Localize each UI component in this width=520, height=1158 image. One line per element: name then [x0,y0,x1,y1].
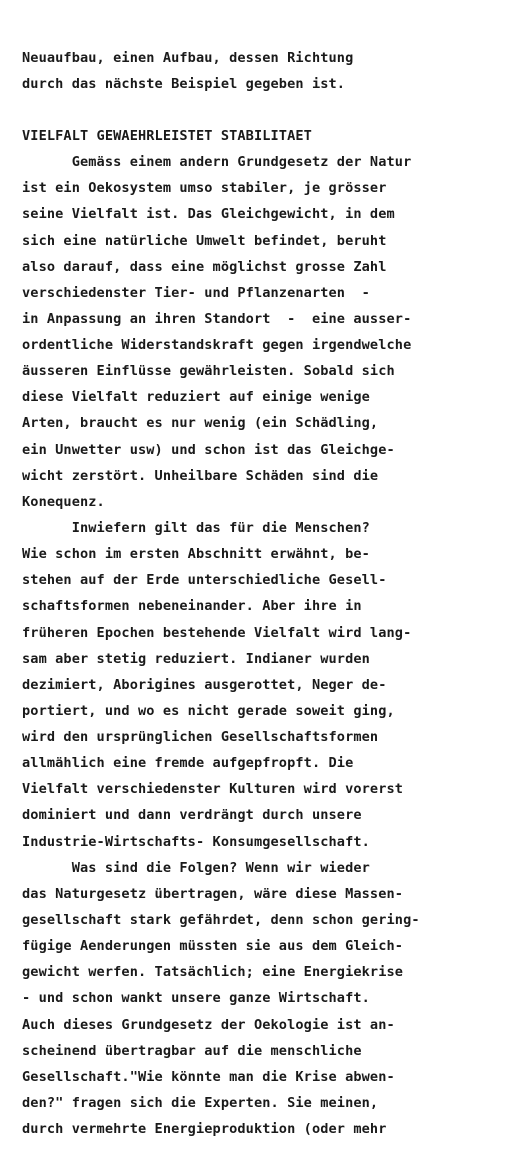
text-line: Gemäss einem andern Grundgesetz der Natur [22,154,412,170]
text-line: in Anpassung an ihren Standort - eine ausser- [22,311,412,327]
text-line: Konequenz. [22,494,105,510]
text-line: dezimiert, Aborigines ausgerottet, Neger de- [22,677,387,693]
text-line: stehen auf der Erde unterschiedliche Gesell- [22,572,387,588]
text-line: ist ein Oekosystem umso stabiler, je grösser [22,180,387,196]
text-line: also darauf, dass eine möglichst grosse Zahl [22,259,387,275]
text-line: ein Unwetter usw) und schon ist das Gleichge- [22,442,395,458]
text-line: Gesellschaft."Wie könnte man die Krise abwen- [22,1069,395,1085]
text-line: seine Vielfalt ist. Das Gleichgewicht, in dem [22,206,395,222]
text-line: Was sind die Folgen? Wenn wir wieder [22,860,370,876]
text-line: dominiert und dann verdrängt durch unsere [22,807,362,823]
text-line: schaftsformen nebeneinander. Aber ihre in [22,598,362,614]
text-line: fügige Aenderungen müssten sie aus dem Gleich- [22,938,404,954]
text-line: wicht zerstört. Unheilbare Schäden sind die [22,468,379,484]
text-line: Wie schon im ersten Abschnitt erwähnt, be- [22,546,370,562]
text-line: gesellschaft stark gefährdet, denn schon gering- [22,912,420,928]
text-line: portiert, und wo es nicht gerade soweit ging, [22,703,395,719]
text-line: diese Vielfalt reduziert auf einige wenige [22,389,370,405]
text-line: Arten, braucht es nur wenig (ein Schädling, [22,415,379,431]
text-line: durch das nächste Beispiel gegeben ist. [22,76,346,92]
text-line: den?" fragen sich die Experten. Sie meinen, [22,1095,379,1111]
text-line: Auch dieses Grundgesetz der Oekologie ist an- [22,1017,395,1033]
text-line: allmählich eine fremde aufgepfropft. Die [22,755,354,771]
text-line: früheren Epochen bestehende Vielfalt wird lang- [22,625,412,641]
text-line: Neuaufbau, einen Aufbau, dessen Richtung [22,50,354,66]
text-line: Industrie-Wirtschafts- Konsumgesellschaft. [22,834,370,850]
text-line: wird den ursprünglichen Gesellschaftsformen [22,729,379,745]
text-line: durch vermehrte Energieproduktion (oder mehr [22,1121,387,1137]
text-line: gewicht werfen. Tatsächlich; eine Energiekrise [22,964,404,980]
text-line: verschiedenster Tier- und Pflanzenarten - [22,285,370,301]
text-line: sich eine natürliche Umwelt befindet, beruht [22,233,387,249]
text-line: Vielfalt verschiedenster Kulturen wird vorerst [22,781,404,797]
text-line: scheinend übertragbar auf die menschliche [22,1043,362,1059]
text-line: ordentliche Widerstandskraft gegen irgendwelche [22,337,412,353]
text-line: sam aber stetig reduziert. Indianer wurden [22,651,370,667]
section-heading: VIELFALT GEWAEHRLEISTET STABILITAET [22,128,312,144]
text-line: äusseren Einflüsse gewährleisten. Sobald sich [22,363,395,379]
text-line: Inwiefern gilt das für die Menschen? [22,520,370,536]
text-line: das Naturgesetz übertragen, wäre diese Massen- [22,886,404,902]
text-line: - und schon wankt unsere ganze Wirtschaft. [22,990,370,1006]
